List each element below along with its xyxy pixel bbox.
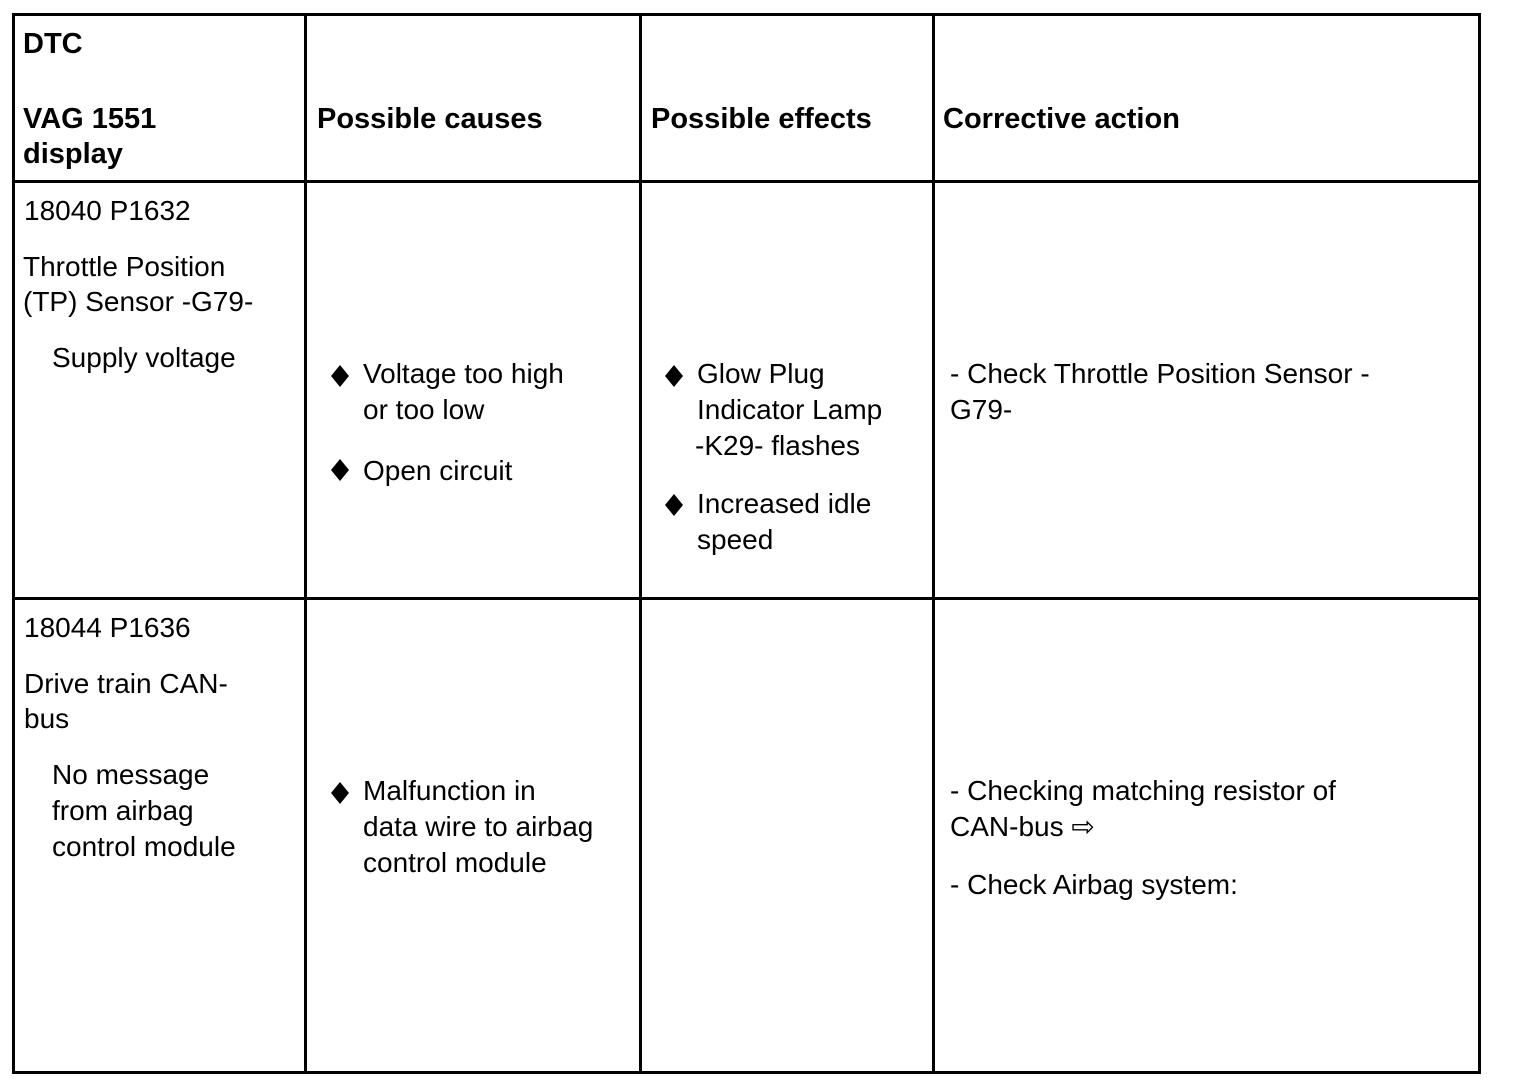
action-text: - Checking matching resistor of: [950, 775, 1336, 806]
dtc-condition: control module: [52, 831, 236, 862]
dtc-condition: No message: [52, 759, 210, 790]
header-action: Corrective action: [943, 103, 1180, 135]
action-text: - Check Airbag system:: [950, 869, 1238, 900]
action-text[interactable]: CAN-bus ⇨: [950, 811, 1095, 842]
cause-text: Voltage too high: [363, 358, 564, 389]
action-text: G79-: [950, 394, 1013, 425]
action-text: - Check Throttle Position Sensor -: [950, 358, 1370, 389]
cause-text: Malfunction in: [363, 775, 536, 806]
cause-text: or too low: [363, 394, 485, 425]
effect-text: speed: [697, 524, 774, 555]
cause-text: data wire to airbag: [363, 811, 594, 842]
effect-text: Increased idle: [697, 488, 872, 519]
dtc-code: 18040 P1632: [24, 195, 191, 226]
dtc-condition: Supply voltage: [52, 342, 236, 373]
row-divider: [15, 597, 1478, 600]
dtc-component: Throttle Position: [23, 251, 226, 282]
column-divider: [932, 16, 935, 1071]
diamond-bullet-icon: [665, 365, 683, 387]
diamond-bullet-icon: [331, 782, 349, 804]
header-dtc-line1: DTC: [23, 28, 83, 60]
dtc-code: 18044 P1636: [24, 612, 191, 643]
column-divider: [304, 16, 307, 1071]
diamond-bullet-icon: [665, 494, 683, 516]
dtc-condition: from airbag: [52, 795, 194, 826]
cause-text: Open circuit: [363, 455, 513, 486]
column-divider: [639, 16, 642, 1071]
dtc-table: [12, 13, 1481, 1074]
diamond-bullet-icon: [331, 365, 349, 387]
effect-text: Glow Plug: [697, 358, 825, 389]
row-divider: [15, 180, 1478, 183]
effect-text: Indicator Lamp: [697, 394, 883, 425]
header-dtc-line2: VAG 1551: [23, 103, 157, 135]
dtc-component: bus: [24, 703, 70, 734]
dtc-component: (TP) Sensor -G79-: [23, 286, 254, 317]
dtc-component: Drive train CAN-: [24, 668, 228, 699]
cause-text: control module: [363, 847, 547, 878]
header-dtc-line3: display: [23, 138, 123, 170]
effect-text: -K29- flashes: [695, 430, 860, 461]
diamond-bullet-icon: [331, 459, 349, 481]
header-effects: Possible effects: [651, 103, 872, 135]
header-causes: Possible causes: [317, 103, 543, 135]
